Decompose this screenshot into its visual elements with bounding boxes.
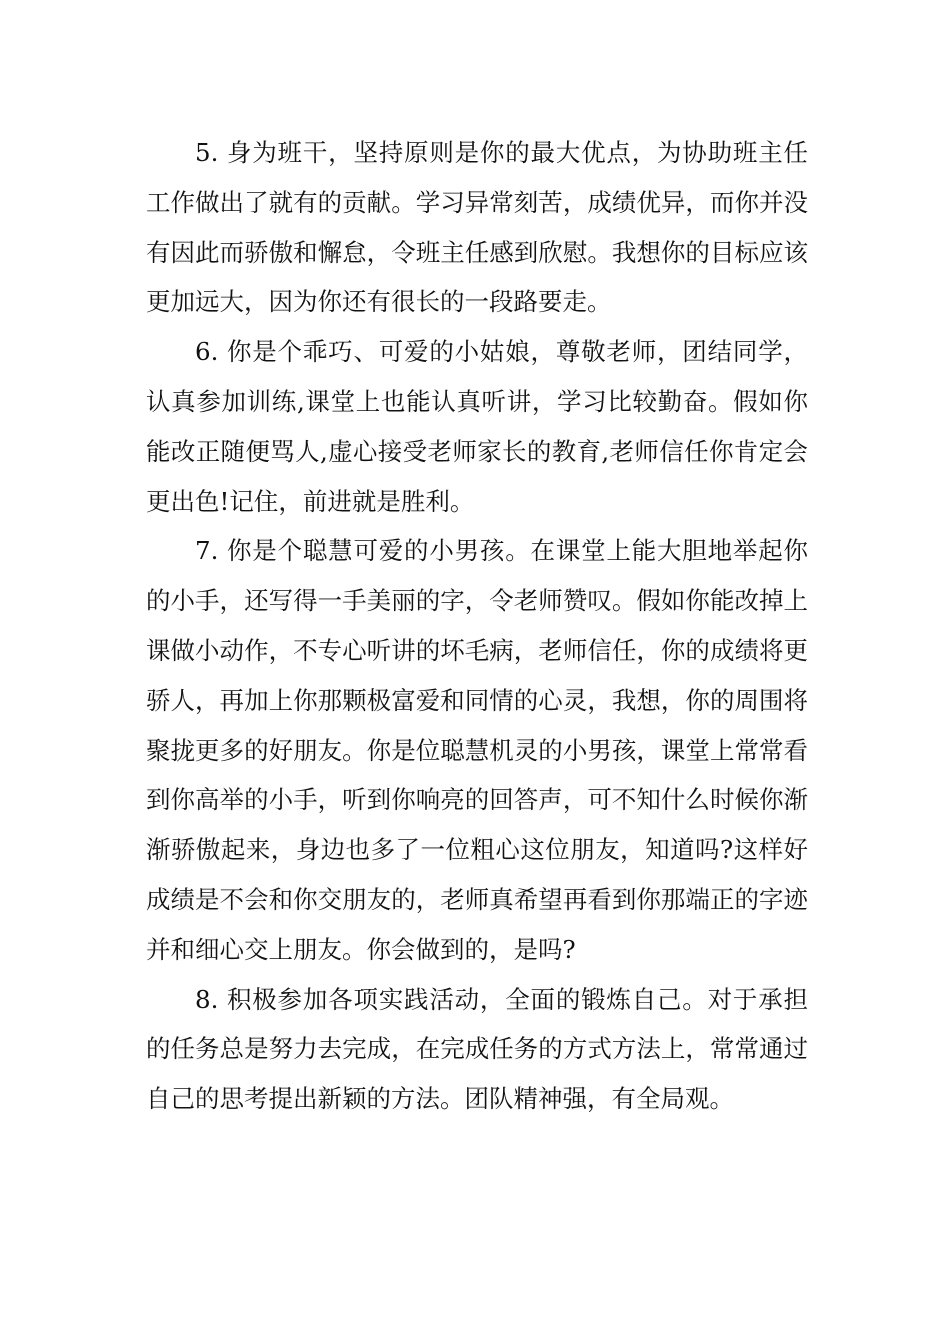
comment-paragraph-6: 6. 你是个乖巧、可爱的小姑娘，尊敬老师，团结同学，认真参加训练,课堂上也能认真听讲，学习比较勤奋。假如你能改正随便骂人,虚心接受老师家长的教育,老师信任你肯定会更出色!记住，前进就是胜利。	[146, 337, 808, 516]
document-body	[146, 128, 808, 1124]
comment-paragraph-8: 8. 积极参加各项实践活动，全面的锻炼自己。对于承担的任务总是努力去完成，在完成任务的方式方法上，常常通过自己的思考提出新颖的方法。团队精神强，有全局观。	[146, 984, 808, 1114]
comment-paragraph-7: 7. 你是个聪慧可爱的小男孩。在课堂上能大胆地举起你的小手，还写得一手美丽的字，令老师赞叹。假如你能改掉上课做小动作，不专心听讲的坏毛病，老师信任，你的成绩将更骄人，再加上你那颗极富爱和同情的心灵，我想，你的周围将聚拢更多的好朋友。你是位聪慧机灵的小男孩，课堂上常常看到你高举的小手，听到你响亮的回答声，可不知什么时候你渐渐骄傲起来，身边也多了一位粗心这位朋友，知道吗?这样好成绩是不会和你交朋友的，老师真希望再看到你那端正的字迹并和细心交上朋友。你会做到的，是吗?	[146, 536, 808, 964]
comment-paragraph-5: 5. 身为班干，坚持原则是你的最大优点，为协助班主任工作做出了就有的贡献。学习异常刻苦，成绩优异，而你并没有因此而骄傲和懈怠，令班主任感到欣慰。我想你的目标应该更加远大，因为你还有很长的一段路要走。	[146, 138, 808, 317]
